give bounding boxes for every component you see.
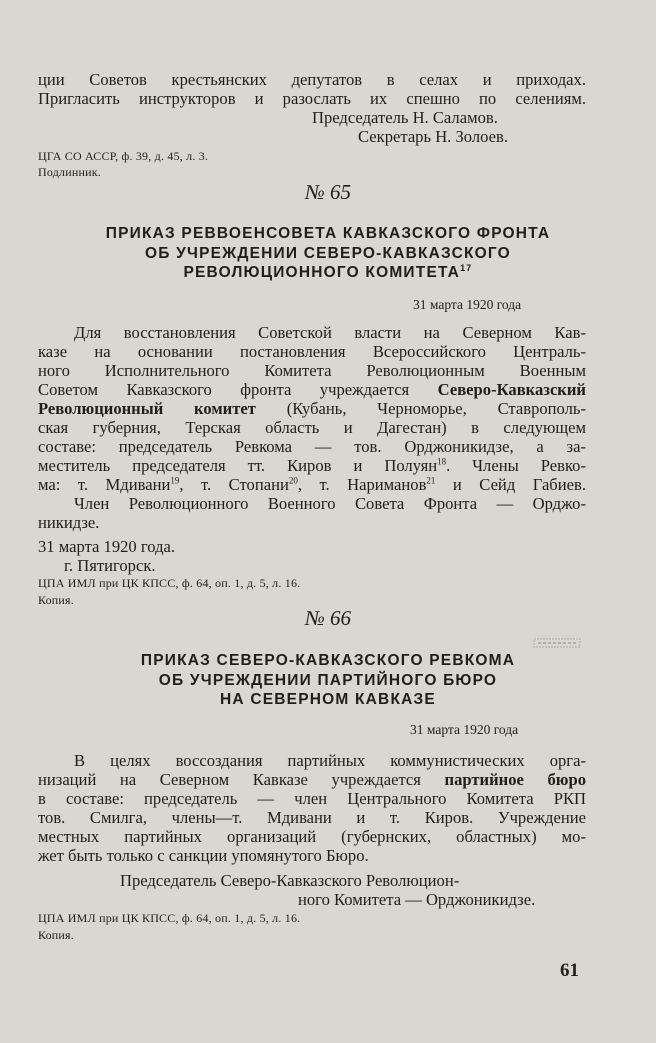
- doc66-line-5: местных партийных организаций (губернских, областных) мо-: [38, 827, 586, 846]
- doc66-title-line-1: ПРИКАЗ СЕВЕРО-КАВКАЗСКОГО РЕВКОМА: [140, 652, 516, 669]
- doc66-line-2: низаций на Северном Кавказе учреждается партийное бюро: [38, 770, 587, 789]
- doc65-line-10: Член Революционного Военного Совета Фронта — Орджо-: [74, 494, 586, 513]
- doc66-line-4: тов. Смилга, члены—т. Мдивани и т. Киров. Учреждение: [38, 808, 586, 827]
- doc66-source: ЦПА ИМЛ при ЦК КПСС, ф. 64, оп. 1, д. 5, л. 16.: [38, 911, 301, 925]
- doc65-title-line-1: ПРИКАЗ РЕВВОЕНСОВЕТА КАВКАЗСКОГО ФРОНТА: [105, 225, 551, 242]
- doc66-title: [0, 651, 656, 710]
- doc66-signature-line-1: Председатель Северо-Кавказского Революцион-: [120, 871, 460, 890]
- doc66-title-line-3: НА СЕВЕРНОМ КАВКАЗЕ: [220, 691, 436, 708]
- top-text: [38, 70, 586, 108]
- doc66-signature-line-2: ного Комитета — Орджоникидзе.: [298, 890, 536, 909]
- doc66-number: № 66: [304, 606, 352, 630]
- doc65-source: ЦПА ИМЛ при ЦК КПСС, ф. 64, оп. 1, д. 5, л. 16.: [38, 576, 301, 590]
- doc65-date-line: 31 марта 1920 года.: [38, 537, 176, 556]
- doc66-note: Копия.: [38, 928, 74, 942]
- doc65-line-6: ская губерния, Терская область и Дагестан) в следующем: [38, 418, 586, 437]
- doc66-line-3: в составе: председатель — член Центрального Комитета РКП: [38, 789, 586, 808]
- page-number: 61: [560, 960, 579, 981]
- top-note: Подлинник.: [38, 165, 101, 179]
- top-signature-secretary: Секретарь Н. Золоев.: [358, 127, 508, 146]
- doc65-line-4: Советом Кавказского фронта учреждается Северо-Кавказский: [38, 380, 586, 399]
- doc65-line-7: составе: председатель Ревкома — тов. Орджоникидзе, а за-: [38, 437, 586, 456]
- doc65-body: [38, 323, 586, 532]
- doc66-date: 31 марта 1920 года: [410, 722, 519, 737]
- top-source: ЦГА СО АССР, ф. 39, д. 45, л. 3.: [38, 149, 209, 163]
- doc65-line-1: Для восстановления Советской власти на Северном Кав-: [74, 323, 586, 342]
- top-line-1: ции Советов крестьянских депутатов в селах и приходах.: [38, 70, 586, 89]
- doc65-line-9: ма: т. Мдивани$^{19}$, т. Стопани$^{20}$, т. Нариманов$^{21}$ и Сейд Габиев.: [38, 475, 586, 494]
- doc66-line-6: жет быть только с санкции упомянутого Бюро.: [38, 846, 369, 865]
- margin-stamp-mark: [532, 636, 582, 650]
- top-line-2: Пригласить инструкторов и разослать их спешно по селениям.: [38, 89, 586, 108]
- doc66-title-line-2: ОБ УЧРЕЖДЕНИИ ПАРТИЙНОГО БЮРО: [158, 671, 498, 689]
- doc65-title: [0, 224, 656, 283]
- doc66-line-1: В целях воссоздания партийных коммунистических орга-: [74, 751, 586, 770]
- doc65-number: № 65: [304, 180, 352, 204]
- doc65-line-5: Революционный комитет (Кубань, Черноморье, Ставрополь-: [38, 399, 587, 418]
- doc65-title-line-3: РЕВОЛЮЦИОННОГО КОМИТЕТА$^{17}$: [183, 262, 473, 281]
- doc65-title-footnote: 17: [460, 262, 473, 273]
- doc65-line-2: казе на основании постановления Всероссийского Централь-: [38, 342, 586, 361]
- doc65-title-line-2: ОБ УЧРЕЖДЕНИИ СЕВЕРО-КАВКАЗСКОГО: [145, 244, 511, 262]
- top-signature-chair: Председатель Н. Саламов.: [312, 108, 498, 127]
- doc65-line-11: никидзе.: [38, 513, 100, 532]
- doc65-date: 31 марта 1920 года: [413, 297, 522, 312]
- doc65-note: Копия.: [38, 593, 74, 607]
- doc65-line-8: меститель председателя тт. Киров и Полуян$^{18}$. Члены Ревко-: [38, 456, 586, 475]
- doc66-body: [38, 751, 586, 865]
- doc65-place: г. Пятигорск.: [64, 556, 156, 575]
- doc65-line-3: ного Исполнительного Комитета Революционным Военным: [38, 361, 586, 380]
